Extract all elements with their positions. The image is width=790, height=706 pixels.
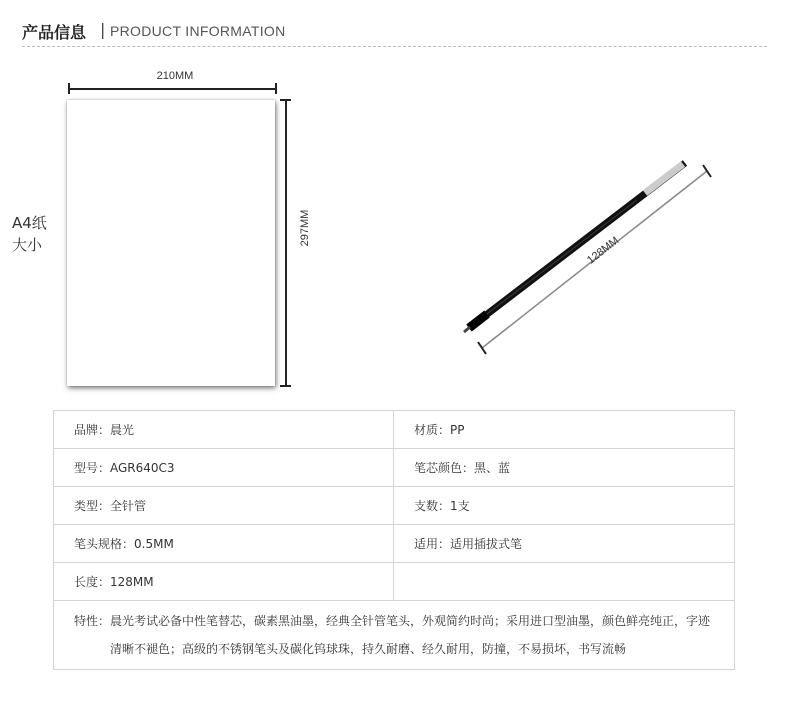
section-header xyxy=(22,20,767,46)
spec-brand: 品牌：晨光 xyxy=(54,411,394,449)
spec-feature-cell xyxy=(54,601,735,670)
spec-feature-label: 特性： xyxy=(74,614,111,628)
table-row xyxy=(54,525,735,563)
spec-material: 材质：PP xyxy=(394,411,735,449)
height-dimension-line xyxy=(285,100,287,386)
refill-length-label: 128MM xyxy=(585,234,622,267)
height-dimension-tick-top xyxy=(280,99,291,101)
table-row xyxy=(54,487,735,525)
spec-type: 类型：全针管 xyxy=(54,487,394,525)
paper-label-line2: 大小 xyxy=(12,236,43,254)
table-row xyxy=(54,449,735,487)
table-row xyxy=(54,601,735,670)
a4-paper-sheet xyxy=(67,100,275,386)
spec-model: 型号：AGR640C3 xyxy=(54,449,394,487)
width-dimension-line xyxy=(69,88,276,90)
spec-ink-color: 笔芯颜色：黑、蓝 xyxy=(394,449,735,487)
pen-refill-illustration xyxy=(455,145,725,360)
spec-usage: 适用：适用插拔式笔 xyxy=(394,525,735,563)
spec-count: 支数：1支 xyxy=(394,487,735,525)
width-dimension-label: 210MM xyxy=(156,70,194,82)
refill-body xyxy=(464,163,685,332)
height-dimension-label: 297MM xyxy=(299,209,311,247)
header-title-en: PRODUCT INFORMATION xyxy=(110,23,286,39)
header-title-cn: 产品信息 xyxy=(22,23,87,42)
product-spec-table xyxy=(53,410,735,670)
width-dimension-tick-right xyxy=(275,83,277,94)
table-row xyxy=(54,411,735,449)
paper-size-label xyxy=(12,212,47,256)
height-dimension-tick-bottom xyxy=(280,385,291,387)
spec-tip-size: 笔头规格：0.5MM xyxy=(54,525,394,563)
table-row xyxy=(54,563,735,601)
paper-label-line1: A4纸 xyxy=(12,214,47,232)
spec-feature-text: 晨光考试必备中性笔替芯，碳素黑油墨，经典全针管笔头，外观简约时尚；采用进口型油墨，颜色鲜亮纯正，字迹清晰不褪色；高级的不锈钢笔头及碳化钨球珠，持久耐磨、经久耐用，防撞，不易损坏，书写流畅 xyxy=(110,614,711,656)
width-dimension-tick-left xyxy=(68,83,70,94)
spec-length: 长度：128MM xyxy=(54,563,394,601)
header-divider xyxy=(22,46,767,47)
spec-empty-cell xyxy=(394,563,735,601)
header-separator: | xyxy=(100,20,106,39)
